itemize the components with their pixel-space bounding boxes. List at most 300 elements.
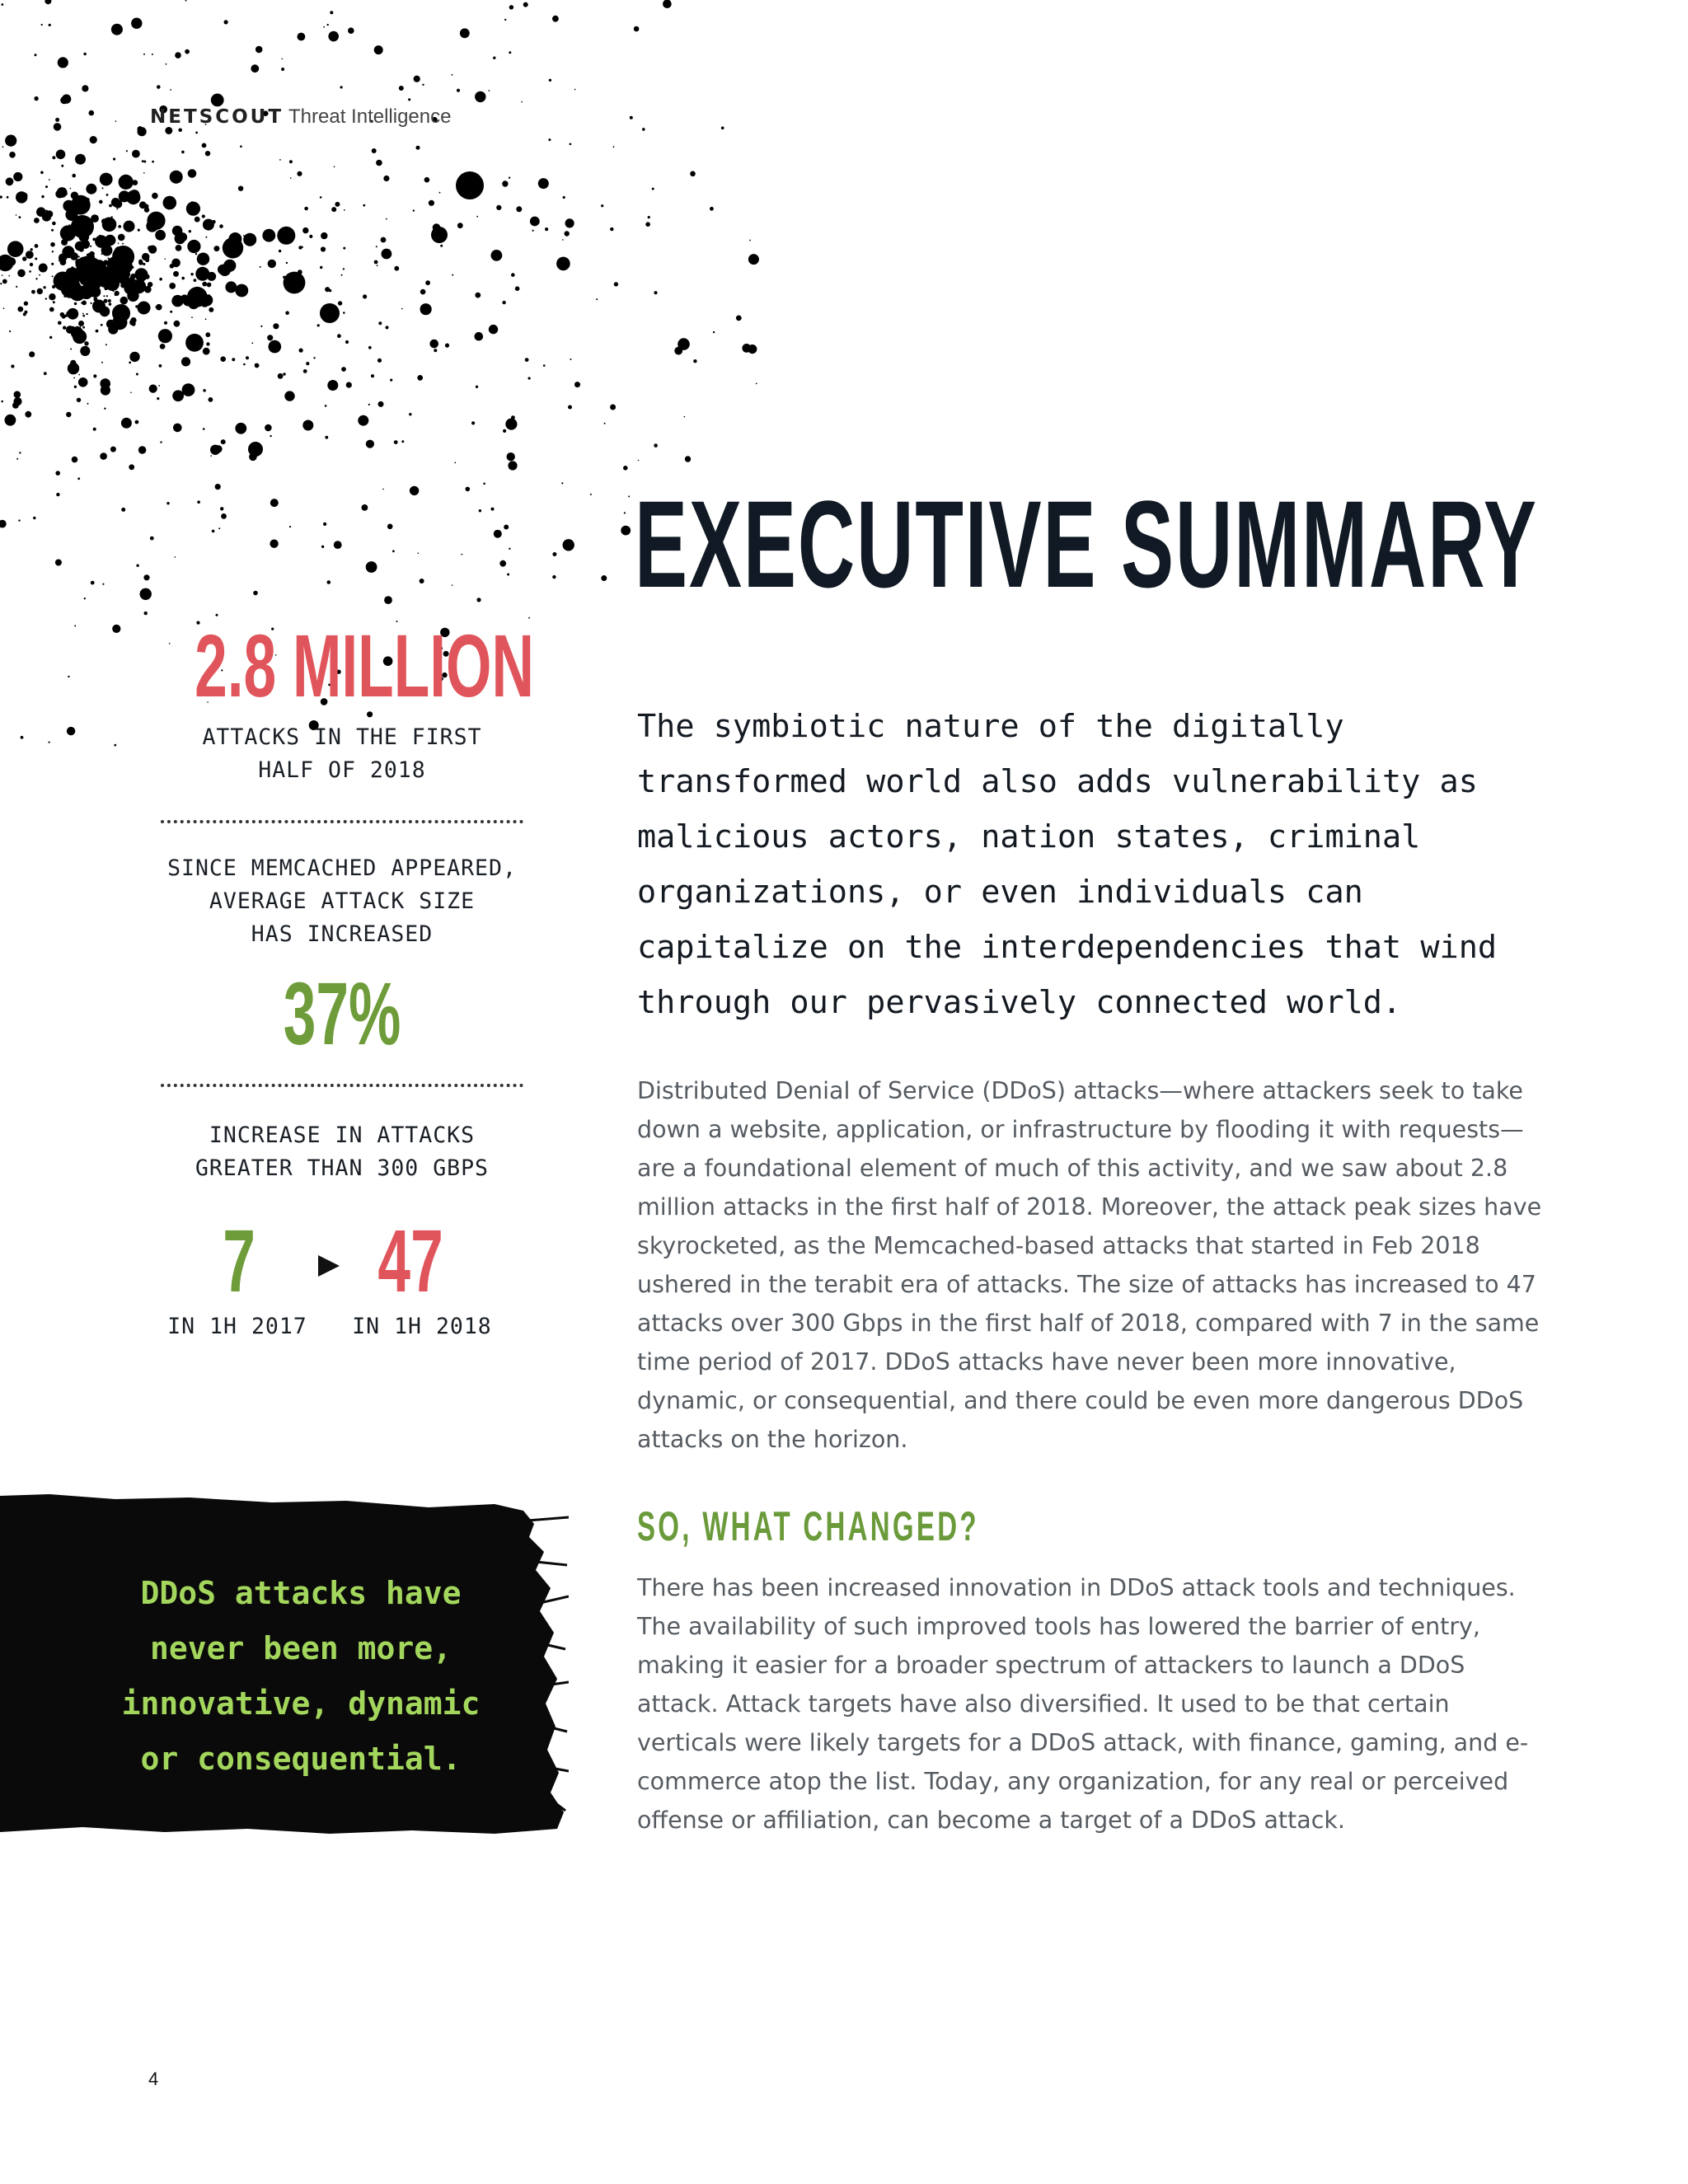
ink-drop (434, 349, 437, 352)
attacks-count-stat (107, 616, 552, 716)
ink-drop (188, 298, 199, 309)
ink-drop (195, 132, 198, 134)
ink-drop (104, 408, 106, 410)
ink-drop (127, 270, 129, 273)
ink-drop (284, 391, 294, 401)
ink-drop (377, 265, 378, 266)
ink-drop (17, 307, 23, 312)
ink-drop (613, 146, 615, 148)
ink-drop (62, 94, 71, 103)
ink-drop (130, 392, 132, 394)
ink-drop (298, 33, 306, 41)
ink-drop (341, 367, 346, 372)
ink-drop (281, 68, 284, 71)
ink-drop (157, 85, 161, 89)
ink-drop (146, 220, 158, 232)
ink-drop (100, 173, 113, 186)
ink-drop (82, 301, 87, 306)
ink-drop (72, 174, 76, 178)
ink-drop (189, 230, 191, 232)
report-subtitle: Threat Intelligence (288, 105, 452, 128)
ink-drop (77, 398, 81, 402)
ink-drop (3, 307, 5, 309)
ink-drop (417, 375, 423, 381)
ink-drop (86, 313, 87, 315)
ink-drop (302, 420, 313, 431)
ink-drop (29, 270, 31, 273)
ink-drop (445, 344, 449, 348)
ink-drop (39, 274, 40, 276)
ink-drop (366, 561, 377, 573)
ink-drop (205, 318, 207, 320)
ink-drop (0, 520, 7, 528)
ink-drop (343, 312, 345, 314)
ink-drop (690, 171, 696, 177)
quote-line: or consequential. (140, 1741, 462, 1777)
ink-drop (138, 260, 143, 265)
dotted-divider (161, 1084, 523, 1087)
ink-drop (476, 386, 478, 388)
ink-drop (124, 221, 135, 232)
ink-drop (92, 289, 94, 291)
ink-drop (95, 235, 107, 247)
ink-drop (98, 293, 100, 294)
ink-drop (335, 202, 340, 207)
ink-drop (78, 374, 80, 376)
increase-label-line: GREATER THAN 300 GBPS (195, 1155, 490, 1181)
ink-drop (2, 268, 6, 271)
ink-drop (73, 377, 75, 379)
ink-drop (270, 540, 278, 548)
ink-drop (504, 19, 506, 21)
ink-drop (386, 218, 387, 220)
ink-drop (0, 195, 2, 198)
ink-drop (321, 546, 324, 548)
ink-drop (74, 625, 76, 626)
ink-drop (334, 166, 335, 167)
ink-drop (33, 517, 35, 519)
ink-drop (203, 428, 205, 430)
ink-drop (552, 552, 556, 556)
ink-drop (118, 234, 125, 241)
memcached-label-line: AVERAGE ATTACK SIZE (209, 888, 476, 914)
ink-drop (129, 352, 139, 362)
ink-drop (327, 380, 338, 391)
ink-drop (297, 171, 302, 176)
ink-drop (721, 127, 724, 130)
ink-drop (72, 457, 78, 463)
ink-drop (377, 359, 382, 363)
ink-drop (118, 242, 120, 244)
ink-drop (58, 321, 62, 326)
ink-drop (37, 288, 43, 294)
ink-drop (121, 324, 124, 327)
ink-drop (220, 507, 223, 510)
ink-drop (112, 304, 130, 322)
ink-drop (262, 229, 275, 242)
ink-drop (209, 307, 213, 312)
ink-drop (334, 541, 342, 549)
ink-drop (211, 94, 224, 107)
ink-drop (55, 118, 59, 122)
ink-drop (491, 508, 495, 511)
ink-drop (74, 386, 77, 388)
ink-drop (185, 0, 187, 2)
ink-drop (78, 321, 84, 326)
ink-drop (509, 51, 511, 54)
ink-drop (30, 263, 33, 266)
ink-drop (102, 218, 117, 232)
ink-drop (60, 278, 81, 298)
ink-drop (144, 204, 149, 209)
ink-drop (685, 456, 691, 462)
ink-drop (93, 374, 96, 377)
ink-drop (171, 259, 181, 268)
ink-drop (13, 172, 22, 181)
ink-drop (152, 161, 154, 163)
ink-drop (90, 136, 97, 143)
ink-drop (475, 332, 484, 341)
ink-drop (165, 258, 166, 260)
ink-drop (70, 188, 72, 190)
ink-drop (2, 146, 4, 148)
ink-drop (152, 54, 153, 55)
before-value: 7 (223, 1211, 256, 1310)
ink-drop (471, 421, 475, 424)
ink-drop (49, 179, 50, 180)
ink-drop (205, 237, 207, 238)
ink-drop (136, 565, 138, 567)
ink-drop (341, 274, 343, 276)
ink-drop (283, 276, 285, 279)
ink-drop (530, 217, 540, 227)
ink-drop (221, 439, 226, 444)
ink-drop (30, 248, 33, 251)
ink-drop (100, 452, 107, 460)
ink-drop (376, 160, 382, 166)
ink-drop (515, 286, 520, 291)
ink-drop (570, 143, 572, 146)
ink-drop (71, 266, 73, 269)
ink-drop (552, 16, 559, 22)
ink-drop (390, 379, 392, 382)
ink-drop (219, 224, 223, 228)
quote-line: never been more, (149, 1630, 452, 1666)
ink-drop (29, 351, 35, 357)
ink-drop (601, 575, 607, 581)
ink-drop (140, 588, 152, 600)
increase-label-line: INCREASE IN ATTACKS (209, 1122, 476, 1148)
ink-drop (321, 232, 327, 239)
ink-drop (104, 251, 107, 254)
ink-drop (202, 282, 207, 287)
ink-drop (456, 171, 484, 199)
ink-drop (748, 344, 757, 354)
ink-drop (321, 246, 326, 251)
ink-drop (203, 348, 210, 355)
ink-drop (538, 178, 549, 189)
ink-drop (368, 346, 372, 349)
ink-drop (173, 424, 182, 433)
ink-drop (528, 377, 531, 379)
ink-drop (568, 405, 572, 410)
ink-drop (143, 54, 145, 55)
ink-drop (78, 377, 88, 387)
ink-drop (181, 357, 190, 366)
ink-drop (166, 63, 167, 65)
ink-drop (162, 237, 164, 239)
ink-drop (363, 294, 367, 298)
ink-drop (507, 574, 509, 576)
ink-drop (343, 247, 345, 250)
ink-drop (86, 184, 96, 194)
ink-drop (202, 214, 205, 218)
ink-drop (429, 340, 438, 349)
attacks-count-label (124, 721, 560, 787)
ink-drop (552, 575, 556, 579)
attacks-count-value: 2.8 MILLION (195, 616, 534, 715)
ink-drop (509, 548, 510, 550)
ink-drop (621, 526, 631, 536)
ink-drop (66, 326, 74, 334)
ink-drop (90, 246, 91, 247)
ink-drop (77, 477, 80, 480)
ink-drop (251, 64, 259, 73)
ink-drop (218, 264, 231, 276)
ink-drop (186, 202, 200, 216)
page-title: EXECUTIVE SUMMARY (635, 475, 1538, 613)
ink-drop (159, 364, 162, 368)
ink-drop (150, 537, 154, 541)
ink-drop (235, 423, 246, 434)
ink-drop (345, 340, 349, 344)
ink-drop (489, 325, 498, 334)
ink-drop (33, 292, 35, 293)
ink-drop (238, 186, 243, 191)
ink-drop (87, 403, 89, 405)
ink-drop (41, 24, 43, 26)
ink-drop (103, 295, 105, 297)
ink-drop (496, 205, 501, 210)
report-header (150, 105, 451, 129)
ink-drop (285, 311, 289, 315)
ink-drop (299, 349, 303, 353)
ink-drop (19, 452, 21, 453)
ink-drop (337, 334, 341, 338)
ink-drop (45, 185, 48, 188)
ink-drop (34, 96, 38, 101)
ink-drop (181, 151, 185, 154)
ink-drop (109, 204, 112, 208)
ink-drop (523, 2, 528, 7)
body-paragraph-2: There has been increased innovation in DDoS attack tools and techniques. The availability of such improved tools has lowered the barrier of entry, making it easier for a broader spectrum of attackers to launch a DDoS attack. Attack targets have also diversified. It used to be that certain verticals were likely targets for a DDoS attack, with finance, gaming, and e-commerce atop the list. Today, any organization, for any real or perceived offense or affiliation, can become a target of a DDoS attack. (637, 1574, 1529, 1834)
ink-drop (85, 268, 87, 269)
ink-drop (181, 277, 185, 280)
ink-drop (1, 401, 3, 403)
ink-drop (70, 349, 72, 350)
ink-drop (504, 525, 509, 530)
ink-drop (502, 180, 508, 186)
ink-drop (14, 391, 21, 398)
ink-drop (52, 222, 56, 226)
ink-drop (22, 256, 26, 260)
ink-drop (53, 301, 55, 303)
ink-drop (194, 279, 197, 282)
ink-drop (476, 598, 481, 602)
ink-drop (358, 415, 368, 426)
ink-drop (148, 246, 157, 254)
ink-drop (6, 177, 14, 185)
ink-drop (74, 302, 77, 305)
ink-drop (416, 146, 420, 150)
ink-drop (96, 330, 99, 333)
ink-drop (313, 357, 315, 359)
ink-drop (82, 85, 88, 91)
ink-drop (286, 283, 288, 285)
ink-drop (366, 440, 374, 448)
ink-drop (173, 271, 179, 277)
ink-drop (425, 280, 430, 285)
ink-drop (61, 165, 63, 167)
ink-drop (429, 200, 434, 206)
ink-drop (138, 270, 142, 274)
ink-drop (713, 331, 715, 333)
ink-drop (121, 418, 132, 429)
ink-drop (169, 283, 176, 289)
ink-drop (325, 405, 327, 407)
ink-drop (265, 424, 272, 432)
ink-drop (387, 524, 393, 530)
ink-drop (51, 263, 54, 265)
ink-drop (340, 86, 343, 88)
ink-drop (129, 464, 134, 470)
ink-drop (323, 523, 326, 526)
ink-drop (270, 435, 271, 437)
ink-drop (323, 26, 325, 28)
page-number: 4 (148, 2069, 159, 2089)
ink-drop (174, 321, 181, 327)
ink-drop (376, 246, 377, 247)
ink-drop (736, 316, 742, 321)
ink-drop (107, 258, 109, 260)
ink-drop (516, 206, 522, 212)
ink-drop (476, 216, 478, 218)
ink-drop (195, 267, 209, 281)
ink-drop (35, 258, 37, 260)
ink-drop (55, 190, 63, 198)
ink-drop (108, 323, 110, 326)
ink-drop (207, 283, 212, 288)
ink-drop (330, 11, 333, 14)
ink-drop (570, 359, 571, 360)
ink-drop (563, 196, 565, 199)
ink-drop (508, 461, 517, 470)
ink-drop (460, 28, 470, 38)
ink-drop (363, 204, 365, 207)
ink-drop (320, 196, 322, 199)
ink-drop (251, 342, 253, 344)
memcached-label-line: SINCE MEMCACHED APPEARED, (167, 855, 517, 881)
ink-drop (164, 321, 167, 325)
ink-drop (91, 581, 95, 585)
ink-drop (144, 255, 148, 258)
ink-drop (420, 289, 426, 295)
ink-drop (82, 326, 85, 329)
ink-drop (374, 45, 383, 54)
ink-drop (509, 5, 513, 9)
ink-drop (195, 253, 197, 255)
ink-drop (511, 273, 515, 277)
ink-drop (93, 428, 96, 431)
ink-drop (253, 591, 258, 596)
ink-drop (413, 209, 415, 211)
ink-drop (149, 385, 157, 393)
ink-drop (62, 314, 66, 318)
ink-drop (39, 264, 48, 273)
ink-drop (102, 583, 104, 585)
ink-drop (596, 298, 598, 300)
ink-drop (652, 188, 654, 190)
ink-drop (457, 223, 463, 228)
ink-drop (11, 364, 14, 368)
ink-drop (131, 266, 134, 269)
ink-drop (303, 369, 307, 373)
ink-drop (309, 235, 312, 238)
ink-drop (35, 244, 39, 248)
ink-drop (101, 324, 103, 326)
ink-drop (7, 196, 9, 199)
ink-drop (0, 283, 2, 284)
ink-drop (505, 418, 517, 429)
ink-drop (424, 177, 430, 183)
ink-drop (422, 84, 424, 86)
ink-drop (298, 269, 302, 274)
ink-drop (68, 224, 70, 226)
ink-drop (372, 148, 377, 153)
ink-drop (115, 291, 120, 296)
ink-drop (284, 272, 306, 294)
ink-drop (1, 3, 3, 6)
ink-drop (394, 440, 398, 444)
before-label: IN 1H 2017 (167, 1314, 307, 1339)
ink-drop (642, 128, 645, 131)
ink-drop (45, 210, 48, 213)
ink-drop (106, 295, 108, 297)
ink-drop (79, 247, 84, 252)
ink-drop (545, 227, 548, 231)
ink-drop (243, 233, 256, 246)
ink-drop (420, 579, 424, 583)
ink-drop (113, 157, 115, 160)
ink-drop (158, 329, 172, 343)
ink-drop (408, 98, 410, 101)
ink-drop (159, 278, 162, 281)
ink-drop (52, 156, 55, 159)
ink-drop (159, 235, 161, 237)
ink-drop (90, 267, 96, 274)
ink-drop (630, 116, 633, 120)
ink-drop (145, 274, 150, 279)
ink-drop (136, 373, 138, 376)
ink-drop (561, 482, 563, 484)
ink-drop (106, 194, 109, 196)
ink-drop (368, 404, 370, 405)
ink-drop (80, 346, 90, 356)
ink-drop (286, 262, 288, 264)
ink-drop (489, 90, 490, 91)
ink-drop (466, 487, 471, 492)
ink-drop (83, 269, 87, 273)
